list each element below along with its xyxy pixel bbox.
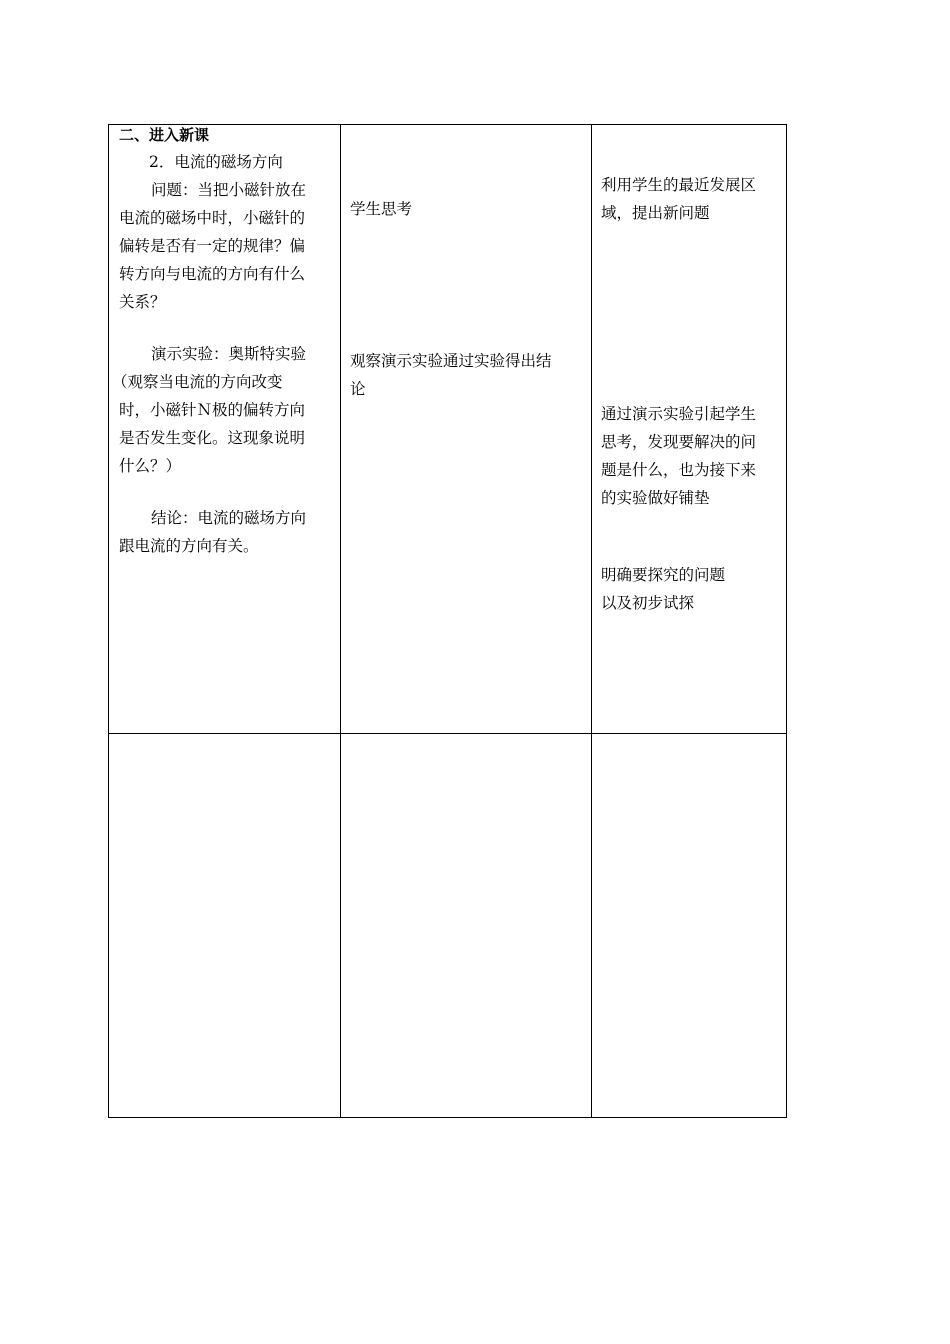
question-line: 电流的磁场中时，小磁针的 [119,209,306,227]
demo-line: （观察当电流的方向改变 [112,373,283,391]
purpose-line: 通过演示实验引起学生 [601,405,757,423]
question-line: 偏转是否有一定的规律？偏 [119,237,306,255]
column-divider-1 [340,125,341,1117]
observe-line: 观察演示实验通过实验得出结 [350,352,552,370]
conclusion-line: 结论：电流的磁场方向 [151,509,307,527]
purpose-line: 以及初步试探 [601,594,695,612]
student-activity-think: 学生思考 [350,200,413,218]
purpose-line: 思考，发现要解决的问 [601,433,757,451]
observe-line: 论 [350,380,366,398]
subsection-title: 2．电流的磁场方向 [149,153,283,171]
lesson-plan-table [108,124,787,1118]
purpose-line: 明确要探究的问题 [601,566,726,584]
purpose-line: 利用学生的最近发展区 [601,176,757,194]
row-divider [109,733,786,734]
question-line: 关系？ [119,293,166,311]
question-line: 问题：当把小磁针放在 [151,181,307,199]
purpose-line: 的实验做好铺垫 [601,489,710,507]
demo-line: 是否发生变化。这现象说明 [119,429,306,447]
demo-line: 什么？） [119,457,182,475]
demo-line: 时，小磁针Ｎ极的偏转方向 [119,401,306,419]
question-line: 转方向与电流的方向有什么 [119,265,306,283]
conclusion-line: 跟电流的方向有关。 [119,537,259,555]
purpose-line: 域，提出新问题 [601,204,710,222]
column-divider-2 [591,125,592,1117]
section-heading: 二、进入新课 [119,126,210,144]
purpose-line: 题是什么，也为接下来 [601,461,757,479]
demo-line: 演示实验：奥斯特实验 [151,345,307,363]
